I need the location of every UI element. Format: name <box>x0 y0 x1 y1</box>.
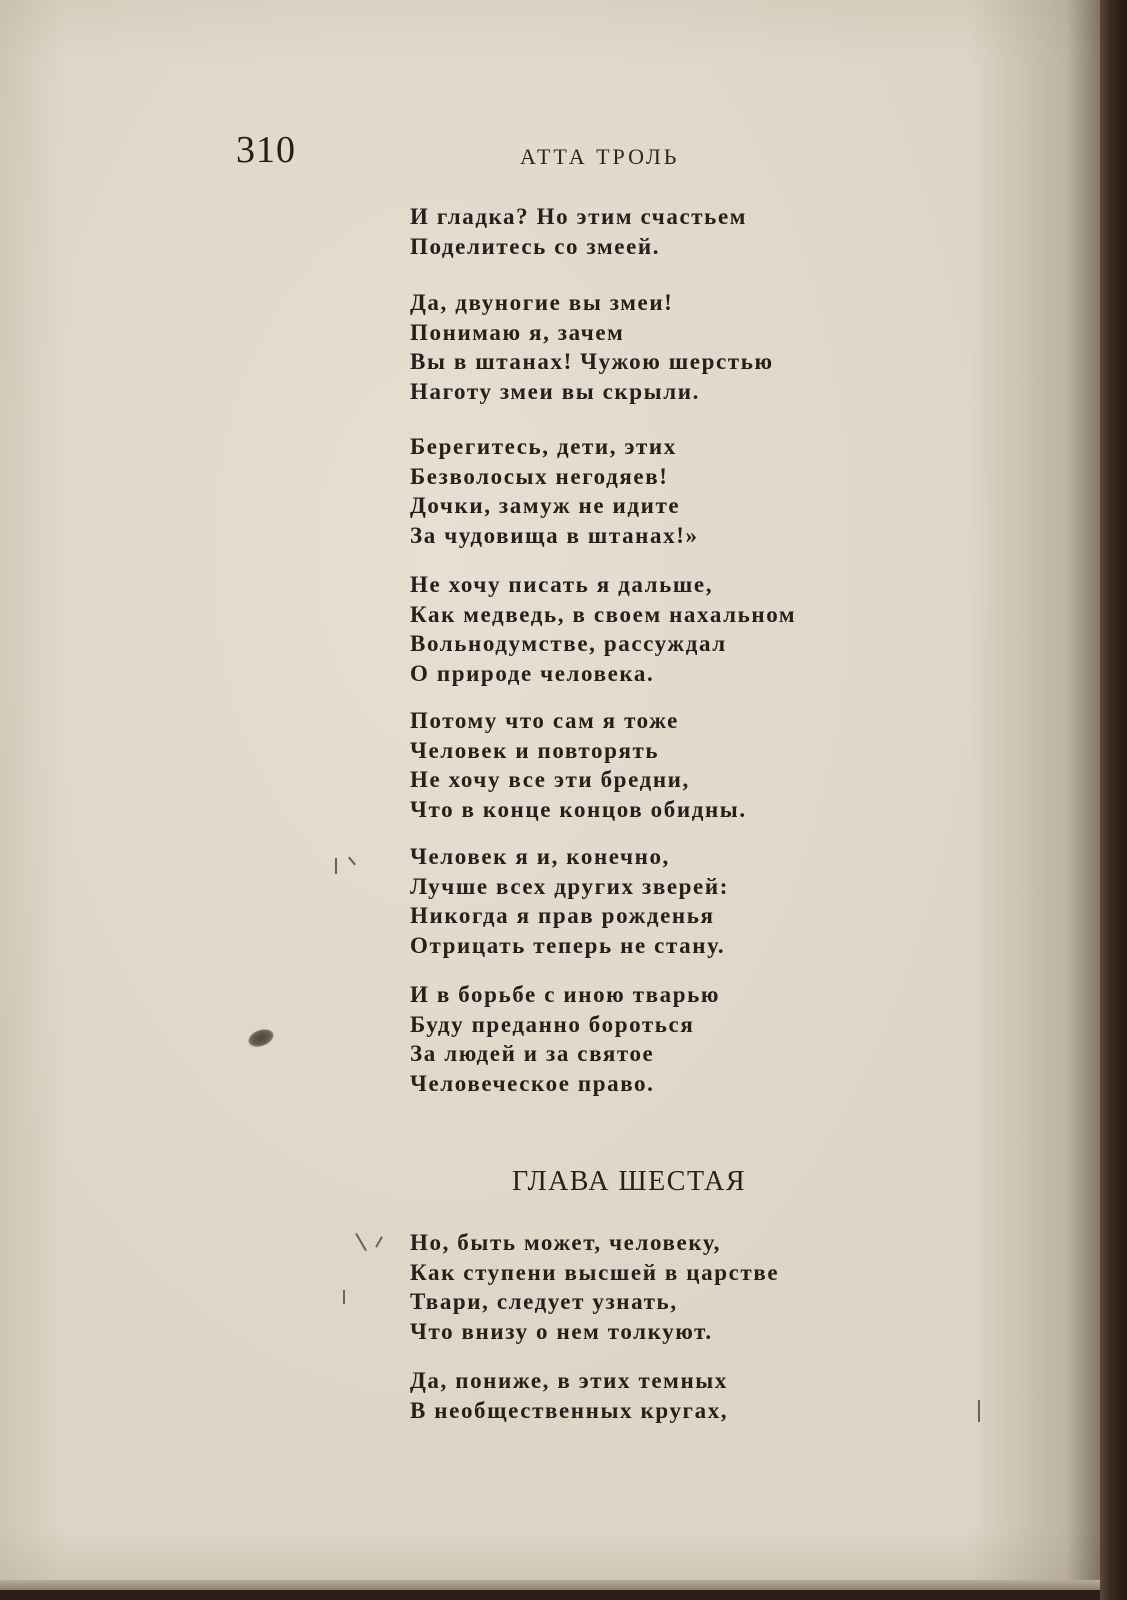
verse-line: О природе человека. <box>410 660 655 686</box>
verse-line: Лучше всех других зверей: <box>410 873 729 899</box>
verse-line: В необщественных кругах, <box>410 1397 729 1423</box>
page-bottom-edge <box>0 1580 1100 1590</box>
verse-line: Поделитесь со змеей. <box>410 233 661 259</box>
verse-line: За чудовища в штанах!» <box>410 522 699 548</box>
margin-mark <box>348 857 356 866</box>
verse-line: И гладка? Но этим счастьем <box>410 204 748 229</box>
verse-line: Да, двуногие вы змеи! <box>410 290 674 315</box>
verse-line: Дочки, замуж не идите <box>410 493 681 518</box>
running-title: АТТА ТРОЛЬ <box>520 144 680 169</box>
verse-line: Безволосых негодяев! <box>410 463 669 489</box>
stanza <box>410 842 970 960</box>
verse-line: Не хочу все эти бредни, <box>410 767 690 792</box>
verse-line: Человек я и, конечно, <box>410 844 670 869</box>
stanza <box>410 570 970 688</box>
verse-line: Не хочу писать я дальше, <box>410 572 714 597</box>
verse-line: Никогда я прав рожденья <box>410 903 715 928</box>
verse-line: И в борьбе с иною тварью <box>410 982 721 1007</box>
stanza <box>410 1228 970 1346</box>
stanza <box>410 706 970 824</box>
verse-line: Буду преданно бороться <box>410 1011 695 1037</box>
stanza <box>410 202 970 261</box>
ink-blot <box>246 1026 276 1050</box>
verse-line: Берегитесь, дети, этих <box>410 434 677 459</box>
verse-line: Потому что сам я тоже <box>410 708 679 733</box>
stanza <box>410 1366 970 1425</box>
verse-line: Отрицать теперь не стану. <box>410 932 726 958</box>
margin-mark <box>355 1233 367 1251</box>
margin-mark <box>375 1236 383 1247</box>
verse-line: Да, пониже, в этих темных <box>410 1368 728 1393</box>
verse-line: Человек и повторять <box>410 737 660 763</box>
book-spine <box>1100 0 1127 1600</box>
verse-line: Наготу змеи вы скрыли. <box>410 378 700 404</box>
stanza <box>410 432 970 550</box>
verse-line: Что в конце концов обидны. <box>410 796 747 822</box>
verse-line: Человеческое право. <box>410 1070 655 1096</box>
verse-line: Вольнодумстве, рассуждал <box>410 631 727 656</box>
verse-line: Как ступени высшей в царстве <box>410 1259 780 1285</box>
verse-line: Понимаю я, зачем <box>410 319 625 345</box>
chapter-heading: ГЛАВА ШЕСТАЯ <box>512 1166 747 1197</box>
stanza <box>410 288 970 406</box>
page-number: 310 <box>236 129 296 171</box>
verse-line: Что внизу о нем толкуют. <box>410 1318 713 1344</box>
verse-line: Твари, следует узнать, <box>410 1289 678 1314</box>
margin-mark <box>335 858 337 874</box>
verse-line: Вы в штанах! Чужою шерстью <box>410 349 774 374</box>
stanza <box>410 980 970 1098</box>
margin-mark <box>343 1290 345 1304</box>
verse-line: Но, быть может, человеку, <box>410 1230 722 1255</box>
verse-line: Как медведь, в своем нахальном <box>410 601 797 627</box>
margin-mark <box>978 1400 980 1422</box>
verse-line: За людей и за святое <box>410 1041 655 1066</box>
